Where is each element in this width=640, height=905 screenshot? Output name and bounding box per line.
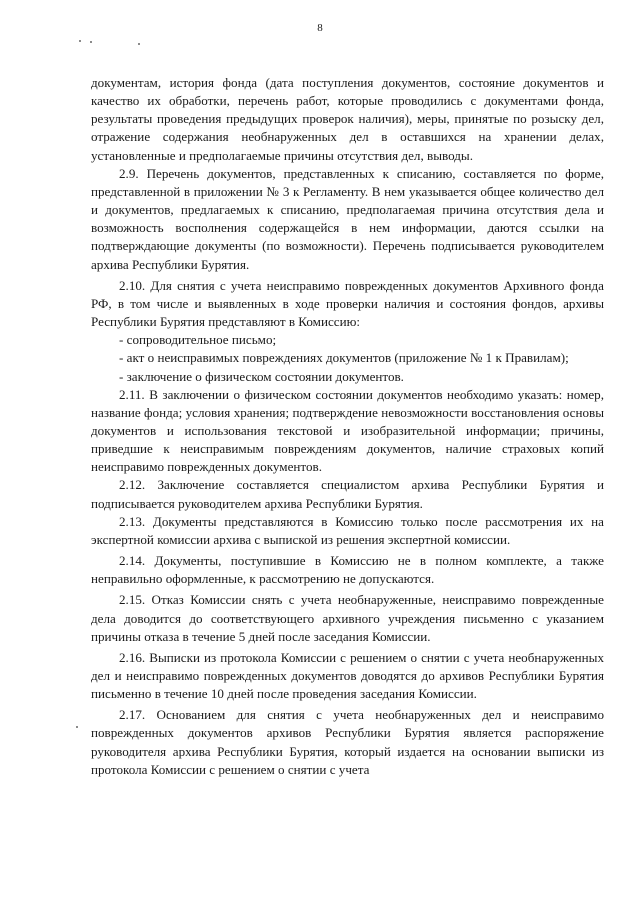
- paragraph: - заключение о физическом состоянии документов.: [119, 368, 404, 384]
- paragraph: 2.13. Документы представляются в Комиссию только после рассмотрения их на экспертной комиссии архива с выпиской из решения экспертной комиссии.: [91, 513, 604, 547]
- paragraph: 2.10. Для снятия с учета неисправимо поврежденных документов Архивного фонда РФ, в том числе и выявленных в ходе проверки наличия и состояния фондов, архивы Республики Бурятия представляют в Комиссию:: [91, 277, 604, 330]
- paragraph: 2.14. Документы, поступившие в Комиссию не в полном комплекте, а также неправильно оформленные, к рассмотрению не допускаются.: [91, 553, 604, 587]
- scan-speck: [76, 726, 78, 728]
- paragraph: 2.12. Заключение составляется специалистом архива Республики Бурятия и подписывается руководителем архива Республики Бурятия.: [91, 477, 604, 511]
- page-number: 8: [317, 22, 323, 34]
- scan-speck: [90, 41, 92, 43]
- scan-speck: [79, 40, 81, 42]
- paragraph: 2.15. Отказ Комиссии снять с учета необнаруженные, неисправимо поврежденные дела доводится до соответствующего архивного учреждения письменно с указанием причины отказа в течение 5 дней после заседания Комиссии.: [91, 592, 604, 644]
- document-body: [91, 74, 604, 779]
- paragraph: 2.11. В заключении о физическом состоянии документов необходимо указать: номер, название фонда; условия хранения; подтверждение невозможности восстановления основы документов и использования текстовой и изобразительной информации; причины, приведшие к неисправимым повреждениям документов, наличие страховых копий неисправимо поврежденных документов.: [91, 386, 604, 475]
- paragraph: документам, история фонда (дата поступления документов, состояние документов и качество их обработки, перечень работ, которые проводились с документами фонда, результаты проведения предыдущих проверок наличия), меры, принятые по розыску дел, отражение содержания необнаруженных дел в оставшихся на хранении делах, установленные и предполагаемые причины отсутствия дел, выводы.: [91, 75, 604, 163]
- paragraph: - акт о неисправимых повреждениях документов (приложение № 1 к Правилам);: [119, 350, 569, 366]
- scan-speck: [138, 43, 140, 45]
- paragraph: - сопроводительное письмо;: [119, 332, 277, 348]
- paragraph: 2.16. Выписки из протокола Комиссии с решением о снятии с учета необнаруженных дел и неисправимо поврежденных документов доводятся до архивов Республики Бурятия письменно в течение 10 дней после проведения заседания Комиссии.: [91, 649, 604, 702]
- paragraph: 2.9. Перечень документов, представленных к списанию, составляется по форме, представленной в приложении № 3 к Регламенту. В нем указывается общее количество дел и документов, предлагаемых к списанию, предполагаемая причина отсутствия дела и возможность восполнения содержащейся в нем информации, даются ссылки на подтверждающие документы (по возможности). Перечень подписывается руководителем архива Республики Бурятия.: [91, 165, 604, 272]
- paragraph: 2.17. Основанием для снятия с учета необнаруженных дел и неисправимо поврежденных документов архивов Республики Бурятия является распоряжение руководителя архива Республики Бурятия, который издается на основании выписки из протокола Комиссии с решением о снятии с учета: [91, 707, 604, 777]
